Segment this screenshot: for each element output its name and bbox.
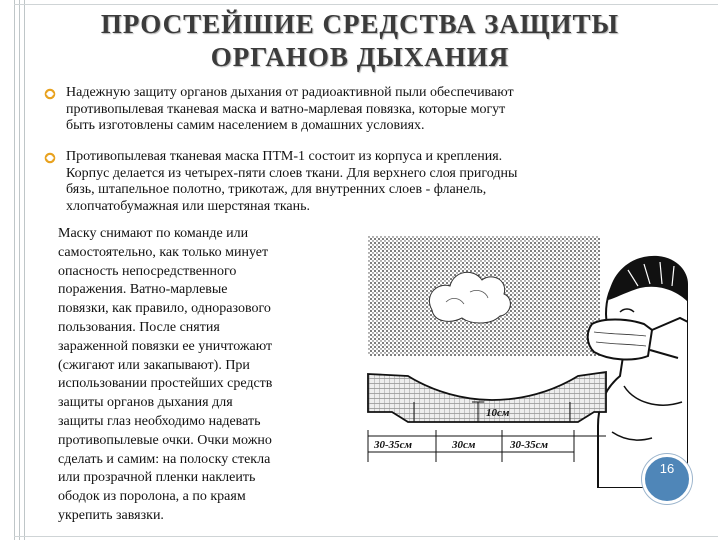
bullet-2-line: хлопчатобумажная или шерстяная ткань. [66,198,311,214]
dimension-label-left: 30-35см [374,439,413,451]
body-line: ободок из поролона, а по краям [58,489,246,505]
border-line-1 [14,0,15,540]
body-line: пользования. После снятия [58,319,220,335]
bullet-2-line: бязь, штапельное полотно, трикотаж, для внутренних слоев - фланель, [66,182,487,197]
bullet-marker-icon [44,152,56,164]
body-line: или прозрачной пленки наклеить [58,470,256,486]
dimension-label-center: 10см [486,407,510,419]
bullet-2-line: Корпус делается из четырех-пяти слоев ткани. Для верхнего слоя пригодны [66,165,518,181]
border-line-2 [19,0,20,540]
slide-number-badge: 16 [642,454,692,504]
body-line: использовании простейших средств [58,376,273,392]
body-line: повязки, как правило, одноразового [58,301,271,317]
body-line: опасность непосредственного [58,263,237,279]
body-line: сделать и самим: на полоску стекла [58,451,271,467]
bullet-marker-icon [44,88,56,100]
body-line: защиты глаз необходимо надевать [58,413,261,429]
bullet-1-line: противопылевая тканевая маска и ватно-марлевая повязка, которые могут [66,101,506,117]
mask-illustration [362,226,688,488]
top-rule [14,4,718,5]
title-line-1: ПРОСТЕЙШИЕ СРЕДСТВА ЗАЩИТЫ [100,9,620,39]
bullet-1-line: быть изготовлены самим населением в домашних условиях. [66,118,425,133]
bullet-2-line: Противопылевая тканевая маска ПТМ-1 состоит из корпуса и крепления. [66,149,503,164]
body-line: противопылевые очки. Очки можно [58,432,272,448]
body-line: зараженной повязки ее уничтожают [58,338,273,354]
bullet-item-2 [44,149,684,215]
body-line: защиты органов дыхания для [58,395,233,411]
body-line: поражения. Ватно-марлевые [58,282,228,298]
dimension-label-right: 30-35см [510,439,549,451]
body-line: Маску снимают по команде или [58,226,249,241]
bottom-rule [14,536,718,537]
body-line: укрепить завязки. [58,507,164,523]
body-paragraph [58,225,358,526]
bullet-1-line: Надежную защиту органов дыхания от радиоактивной пыли обеспечивают [66,85,514,100]
mask-pattern-diagram [368,372,606,462]
body-line: (сжигают или закапывают). При [58,357,250,373]
title-line-2: ОРГАНОВ ДЫХАНИЯ [210,42,510,72]
body-line: самостоятельно, как только минует [58,244,269,260]
slide-title [40,8,680,74]
bullet-item-1 [44,85,684,135]
border-line-3 [24,0,25,540]
dimension-label-middle: 30см [452,439,476,451]
